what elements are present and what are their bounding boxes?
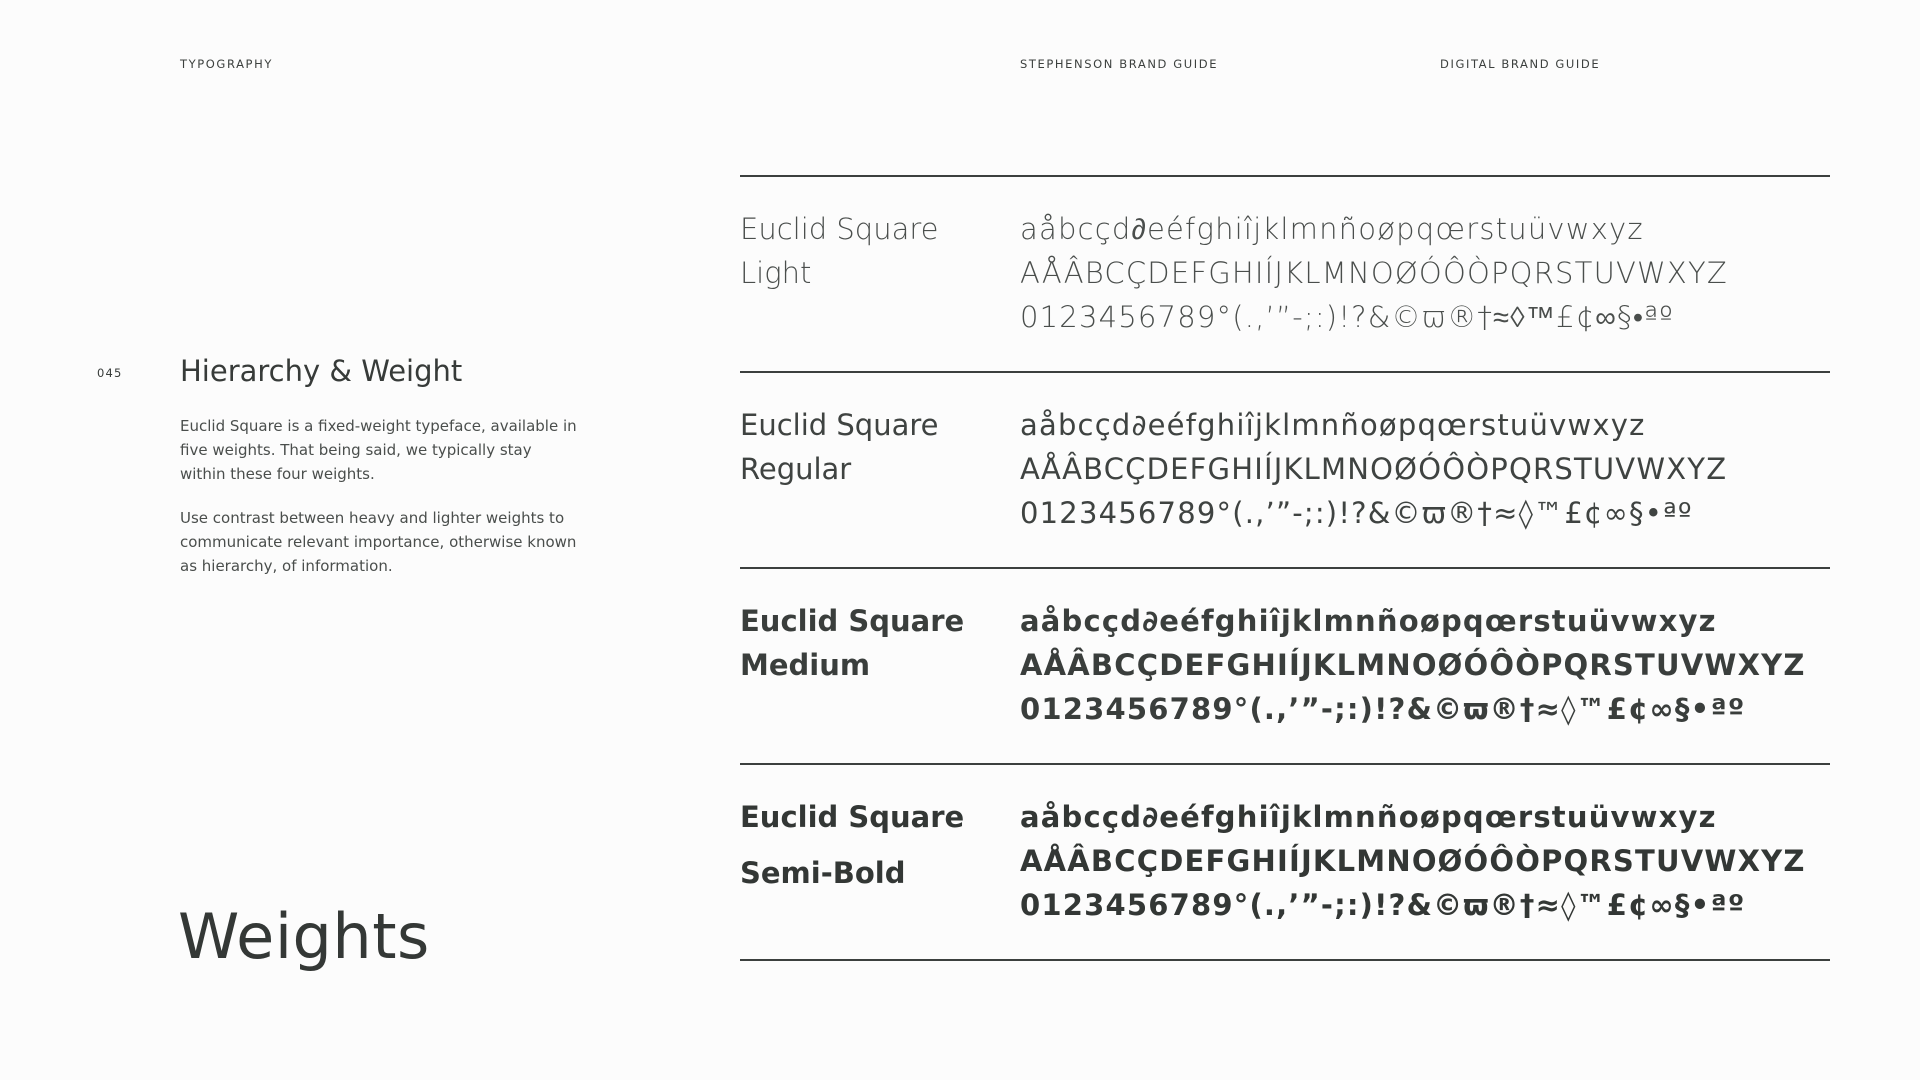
numeral-symbol-glyphs: 0123456789°(.,’”-;:)!?&©ϖ®†≈◊™£¢∞§•ªº bbox=[1020, 300, 1674, 334]
numeral-symbol-glyphs: 0123456789°(.,’”-;:)!?&©ϖ®†≈◊™£¢∞§•ªº bbox=[1020, 692, 1746, 726]
font-weight-name: Regular bbox=[740, 452, 852, 486]
uppercase-glyphs: AÅÂBCÇDEFGHIÍJKLMNOØÓÔÒPQRSTUVWXYZ bbox=[1020, 648, 1806, 682]
specimen-characters bbox=[1020, 207, 1830, 339]
numeral-symbol-glyphs: 0123456789°(.,’”-;:)!?&©ϖ®†≈◊™£¢∞§•ªº bbox=[1020, 496, 1693, 530]
font-weight-name: Medium bbox=[740, 648, 871, 682]
numeral-symbol-glyphs: 0123456789°(.,’”-;:)!?&©ϖ®†≈◊™£¢∞§•ªº bbox=[1020, 888, 1746, 922]
intro-paragraph: Use contrast between heavy and lighter weights to communicate relevant importance, otherwise known as hierarchy, of information. bbox=[180, 509, 577, 575]
intro-paragraph: Euclid Square is a fixed-weight typeface, available in five weights. That being said, we typically stay within these four weights. bbox=[180, 417, 577, 483]
font-family-name: Euclid Square bbox=[740, 604, 965, 638]
page-number: 045 bbox=[97, 366, 123, 380]
specimen-font-name bbox=[740, 207, 980, 295]
lowercase-glyphs: aåbcçd∂eéfghiîjklmnñoøpqœrstuüvwxyz bbox=[1020, 604, 1717, 638]
font-family-name: Euclid Square bbox=[740, 212, 939, 246]
specimen-characters bbox=[1020, 795, 1830, 927]
specimen-row-semibold bbox=[740, 765, 1830, 961]
header-brand-guide-label: STEPHENSON BRAND GUIDE bbox=[1020, 57, 1219, 71]
specimen-characters bbox=[1020, 599, 1830, 731]
specimen-row-light bbox=[740, 177, 1830, 373]
specimen-font-name bbox=[740, 789, 980, 901]
font-family-name: Euclid Square bbox=[740, 408, 939, 442]
type-specimen-table bbox=[740, 175, 1830, 961]
weights-title: Weights bbox=[178, 900, 430, 973]
header-digital-guide-label: DIGITAL BRAND GUIDE bbox=[1440, 57, 1601, 71]
specimen-row-regular bbox=[740, 373, 1830, 569]
lowercase-glyphs: aåbcçd∂eéfghiîjklmnñoøpqœrstuüvwxyz bbox=[1020, 212, 1644, 246]
lowercase-glyphs: aåbcçd∂eéfghiîjklmnñoøpqœrstuüvwxyz bbox=[1020, 408, 1646, 442]
header-section-label: TYPOGRAPHY bbox=[180, 57, 273, 71]
specimen-font-name bbox=[740, 403, 980, 491]
font-weight-name: Light bbox=[740, 256, 812, 290]
uppercase-glyphs: AÅÂBCÇDEFGHIÍJKLMNOØÓÔÒPQRSTUVWXYZ bbox=[1020, 452, 1728, 486]
specimen-characters bbox=[1020, 403, 1830, 535]
font-family-name: Euclid Square bbox=[740, 800, 965, 834]
font-weight-name: Semi-Bold bbox=[740, 856, 906, 890]
uppercase-glyphs: AÅÂBCÇDEFGHIÍJKLMNOØÓÔÒPQRSTUVWXYZ bbox=[1020, 256, 1728, 290]
intro-text bbox=[180, 414, 580, 598]
lowercase-glyphs: aåbcçd∂eéfghiîjklmnñoøpqœrstuüvwxyz bbox=[1020, 800, 1717, 834]
section-title: Hierarchy & Weight bbox=[180, 354, 463, 388]
uppercase-glyphs: AÅÂBCÇDEFGHIÍJKLMNOØÓÔÒPQRSTUVWXYZ bbox=[1020, 844, 1806, 878]
specimen-row-medium bbox=[740, 569, 1830, 765]
specimen-font-name bbox=[740, 599, 980, 687]
